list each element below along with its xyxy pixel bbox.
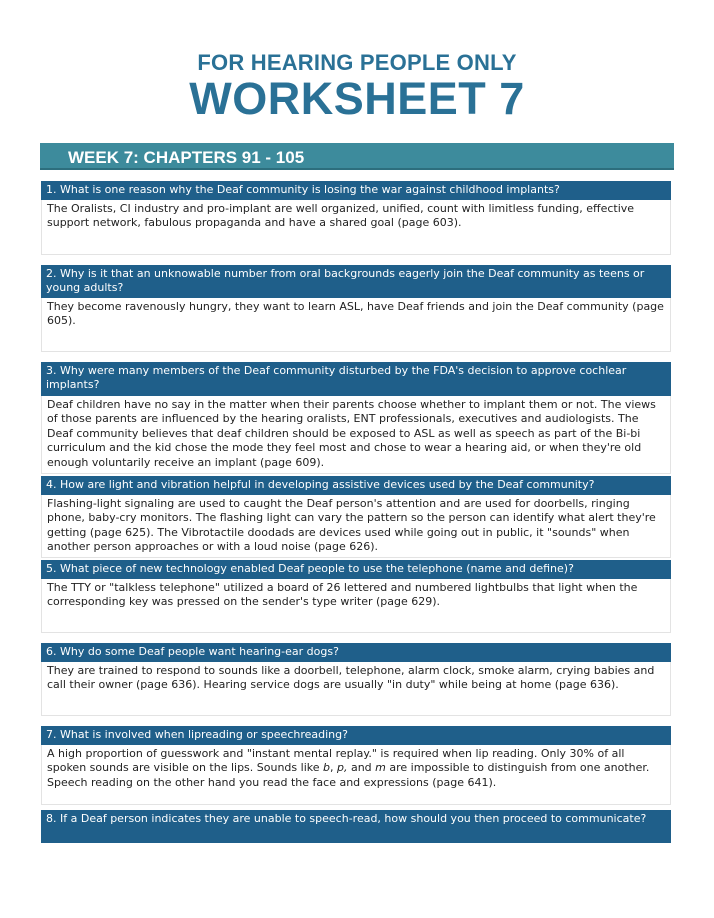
question-2: 2. Why is it that an unknowable number from oral backgrounds eagerly join the Deaf community as teens or young adults?: [41, 265, 671, 298]
answer-2: They become ravenously hungry, they want to learn ASL, have Deaf friends and join the Deaf community (page 605).: [41, 298, 671, 352]
week-banner: [40, 143, 674, 170]
answer-4: Flashing-light signaling are used to caught the Deaf person's attention and are used for doorbells, ringing phone, baby-cry monitors. The flashing light can vary the pattern so the person can identify what alert they're getting (page 625). The Vibrotactile doodads are devices used while going out in public, it "sounds" when another person approaches or with a loud noise (page 626).: [41, 495, 671, 558]
answer-7-letter-m: m: [375, 761, 386, 775]
question-1: 1. What is one reason why the Deaf community is losing the war against childhood implants?: [41, 181, 671, 200]
answer-7-text-3: and: [347, 761, 376, 775]
week-label: WEEK 7: CHAPTERS 91 - 105: [68, 148, 305, 167]
question-5: 5. What piece of new technology enabled Deaf people to use the telephone (name and define)?: [41, 560, 671, 579]
answer-6: They are trained to respond to sounds like a doorbell, telephone, alarm clock, smoke alarm, crying babies and call their owner (page 636). Hearing service dogs are usually "in duty" while being at home (page 636).: [41, 662, 671, 716]
answer-7-text-4: are impossible to distinguish from one another. Speech reading on the other hand you read the face and expressions (page 641).: [47, 761, 650, 789]
answer-7-letter-p: p,: [336, 761, 348, 775]
answer-7-text-1: A high proportion of guesswork and "instant mental replay." is required when lip reading. Only 30% of all spoken sounds are visible on the lips. Sounds like: [47, 747, 625, 775]
question-6: 6. Why do some Deaf people want hearing-ear dogs?: [41, 643, 671, 662]
answer-7-text-2: ,: [329, 761, 337, 775]
worksheet-subtitle: FOR HEARING PEOPLE ONLY: [197, 50, 517, 75]
question-8: 8. If a Deaf person indicates they are unable to speech-read, how should you then proceed to communicate?: [41, 810, 671, 843]
question-4: 4. How are light and vibration helpful in developing assistive devices used by the Deaf community?: [41, 476, 671, 495]
question-3: 3. Why were many members of the Deaf community disturbed by the FDA's decision to approve cochlear implants?: [41, 362, 671, 396]
answer-7: [41, 745, 671, 805]
worksheet-title: WORKSHEET 7: [189, 73, 525, 124]
answer-5: The TTY or "talkless telephone" utilized a board of 26 lettered and numbered lightbulbs that light when the corresponding key was pressed on the sender's type writer (page 629).: [41, 579, 671, 633]
answer-3: Deaf children have no say in the matter when their parents choose whether to implant them or not. The views of those parents are influenced by the hearing oralists, ENT professionals, executives and audiologists. The Deaf community believes that deaf children should be exposed to ASL as well as speech as part of the Bi-bi curriculum and the kid chose the mode they feel most and chose to wear a hearing aid, or when they're old enough voluntarily receive an implant (page 609).: [41, 396, 671, 474]
answer-1: The Oralists, CI industry and pro-implant are well organized, unified, count with limitless funding, effective support network, fabulous propaganda and have a shared goal (page 603).: [41, 200, 671, 255]
answer-7-letter-b: b: [323, 761, 330, 775]
question-7: 7. What is involved when lipreading or speechreading?: [41, 726, 671, 745]
